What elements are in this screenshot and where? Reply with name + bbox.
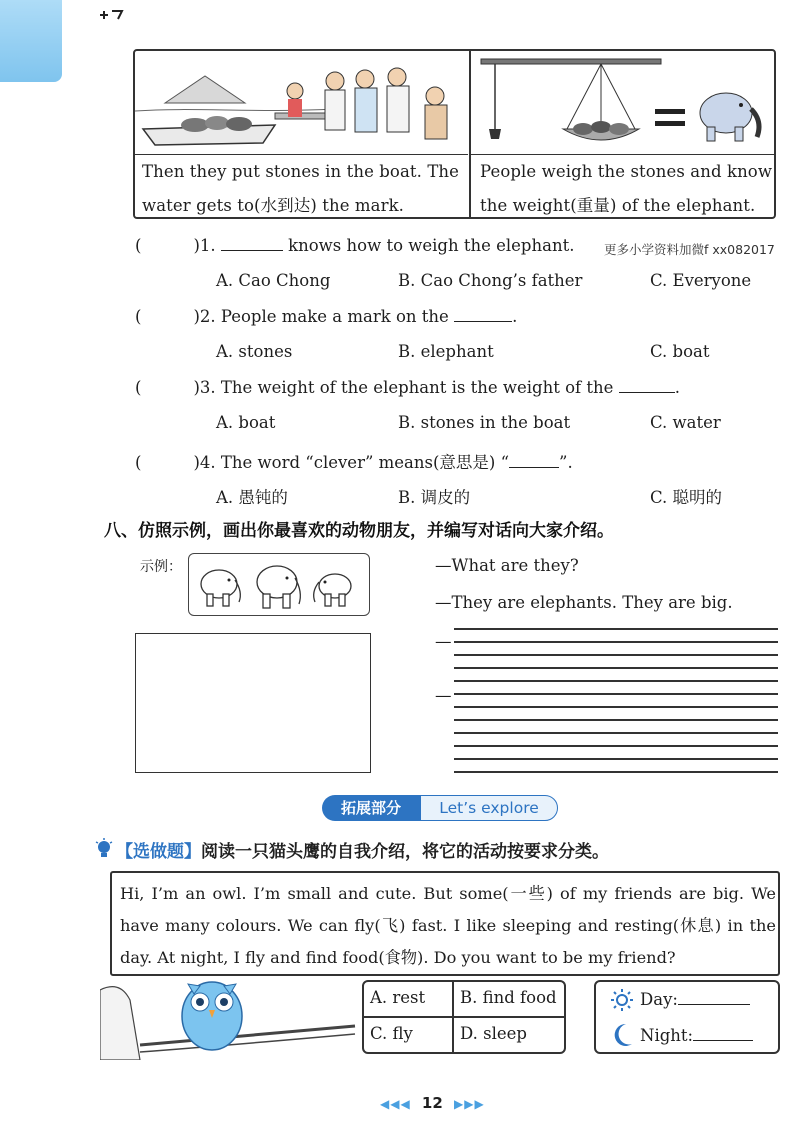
story-panel <box>133 49 776 219</box>
option-fly: C. fly <box>370 1024 413 1043</box>
answer-blank[interactable] <box>454 307 512 322</box>
option-sleep: D. sleep <box>460 1024 527 1043</box>
option-b: B. 调皮的 <box>398 488 471 507</box>
option-rest: A. rest <box>370 988 426 1007</box>
question-text: knows how to weigh the elephant. <box>288 236 575 255</box>
dialog-line-1: —What are they? <box>435 556 579 575</box>
night-answer-blank[interactable] <box>693 1026 753 1041</box>
drawing-box[interactable] <box>135 633 371 773</box>
moon-icon <box>610 1022 634 1048</box>
question-text: The word “clever” means(意思是) “ <box>220 453 510 472</box>
night-row <box>640 1026 753 1045</box>
writing-line[interactable] <box>454 680 778 682</box>
answer-blank[interactable] <box>619 378 675 393</box>
boat-stones-people-image <box>135 51 468 154</box>
question-text: People make a mark on the <box>220 307 449 326</box>
story-caption-right: People weigh the stones and know the weight(重量) of the elephant. <box>480 162 773 215</box>
story-caption-left: Then they put stones in the boat. The water gets to(水到达) the mark. <box>142 162 460 215</box>
option-c: C. Everyone <box>650 271 752 290</box>
option-c: C. water <box>650 413 721 432</box>
lightbulb-icon <box>94 838 114 860</box>
day-night-box <box>594 980 780 1054</box>
question-2: ( )2. People make a mark on the . <box>135 307 518 326</box>
option-a: A. boat <box>216 413 276 432</box>
option-c: C. 聪明的 <box>650 488 723 507</box>
dialog-line-2: —They are elephants. They are big. <box>435 593 733 612</box>
elephants-icon <box>189 554 368 614</box>
option-find-food: B. find food <box>460 988 557 1007</box>
next-arrows-icon: ▶▶▶ <box>454 1097 485 1111</box>
option-a: A. stones <box>216 342 293 361</box>
example-elephants-image <box>188 553 370 616</box>
option-b: B. elephant <box>398 342 494 361</box>
scale-scene-illustration <box>471 51 774 155</box>
writing-line[interactable] <box>454 667 778 669</box>
writing-line[interactable] <box>454 771 778 773</box>
owl-passage-text: Hi, I’m an owl. I’m small and cute. But some(一些) of my friends are big. We have many colours. We can fly(飞) fast. I like sleeping and resting(休息) in the day. At night, I fly and find food(食物). Do you want to be my friend? <box>120 884 776 967</box>
options-hdivider <box>364 1016 564 1018</box>
writing-line[interactable] <box>454 745 778 747</box>
sun-icon <box>610 988 634 1012</box>
ad-text: 更多小学资料加微f xx082017 <box>604 242 775 257</box>
writing-line[interactable] <box>454 654 778 656</box>
banner-en: Let’s explore <box>420 795 558 821</box>
question-end: . <box>512 307 518 326</box>
option-a: A. Cao Chong <box>216 271 331 290</box>
header-mark-icon <box>98 8 124 22</box>
option-a: A. 愚钝的 <box>216 488 288 507</box>
activity-options-box <box>362 980 566 1054</box>
banner-zh: 拓展部分 <box>322 795 420 821</box>
optional-instruction: 阅读一只猫头鹰的自我介绍，将它的活动按要求分类。 <box>201 842 609 862</box>
answer-blank[interactable] <box>509 453 559 468</box>
question-number: )4. <box>193 453 216 472</box>
page-number-area <box>380 1094 485 1112</box>
question-number: )1. <box>193 236 216 255</box>
section-8-title: 八、仿照示例，画出你最喜欢的动物朋友，并编写对话向大家介绍。 <box>104 521 614 541</box>
writing-line[interactable] <box>454 693 778 695</box>
optional-question-title <box>116 837 609 862</box>
boat-scene-illustration <box>135 51 468 155</box>
option-c: C. boat <box>650 342 710 361</box>
day-label: Day: <box>640 990 678 1009</box>
option-b: B. stones in the boat <box>398 413 571 432</box>
night-label: Night: <box>640 1026 694 1045</box>
question-4: ( )4. The word “clever” means(意思是) “ ”. <box>135 453 573 472</box>
explore-banner <box>322 795 558 821</box>
writing-line[interactable] <box>454 628 778 630</box>
writing-line[interactable] <box>454 758 778 760</box>
example-label: 示例： <box>140 559 182 575</box>
question-number: )2. <box>193 307 216 326</box>
question-1: ( )1. knows how to weigh the elephant. <box>135 236 575 255</box>
question-3: ( )3. The weight of the elephant is the weight of the . <box>135 378 680 397</box>
optional-tag: 【选做题】 <box>116 842 201 862</box>
writing-line[interactable] <box>454 641 778 643</box>
dialog-dash-2: — <box>435 686 452 705</box>
writing-line[interactable] <box>454 719 778 721</box>
writing-line[interactable] <box>454 706 778 708</box>
writing-line[interactable] <box>454 732 778 734</box>
page-number: 12 <box>421 1094 443 1112</box>
question-end: ”. <box>559 453 573 472</box>
prev-arrows-icon: ◀◀◀ <box>380 1097 411 1111</box>
page-corner-tab <box>0 0 62 82</box>
owl-on-branch-illustration <box>100 930 358 1060</box>
question-end: . <box>674 378 680 397</box>
question-number: )3. <box>193 378 216 397</box>
dialog-dash-1: — <box>435 632 452 651</box>
scale-elephant-image <box>471 51 774 154</box>
option-b: B. Cao Chong’s father <box>398 271 583 290</box>
answer-blank[interactable] <box>221 236 283 251</box>
day-row <box>640 990 750 1009</box>
question-text: The weight of the elephant is the weight of the <box>220 378 614 397</box>
day-answer-blank[interactable] <box>678 990 750 1005</box>
